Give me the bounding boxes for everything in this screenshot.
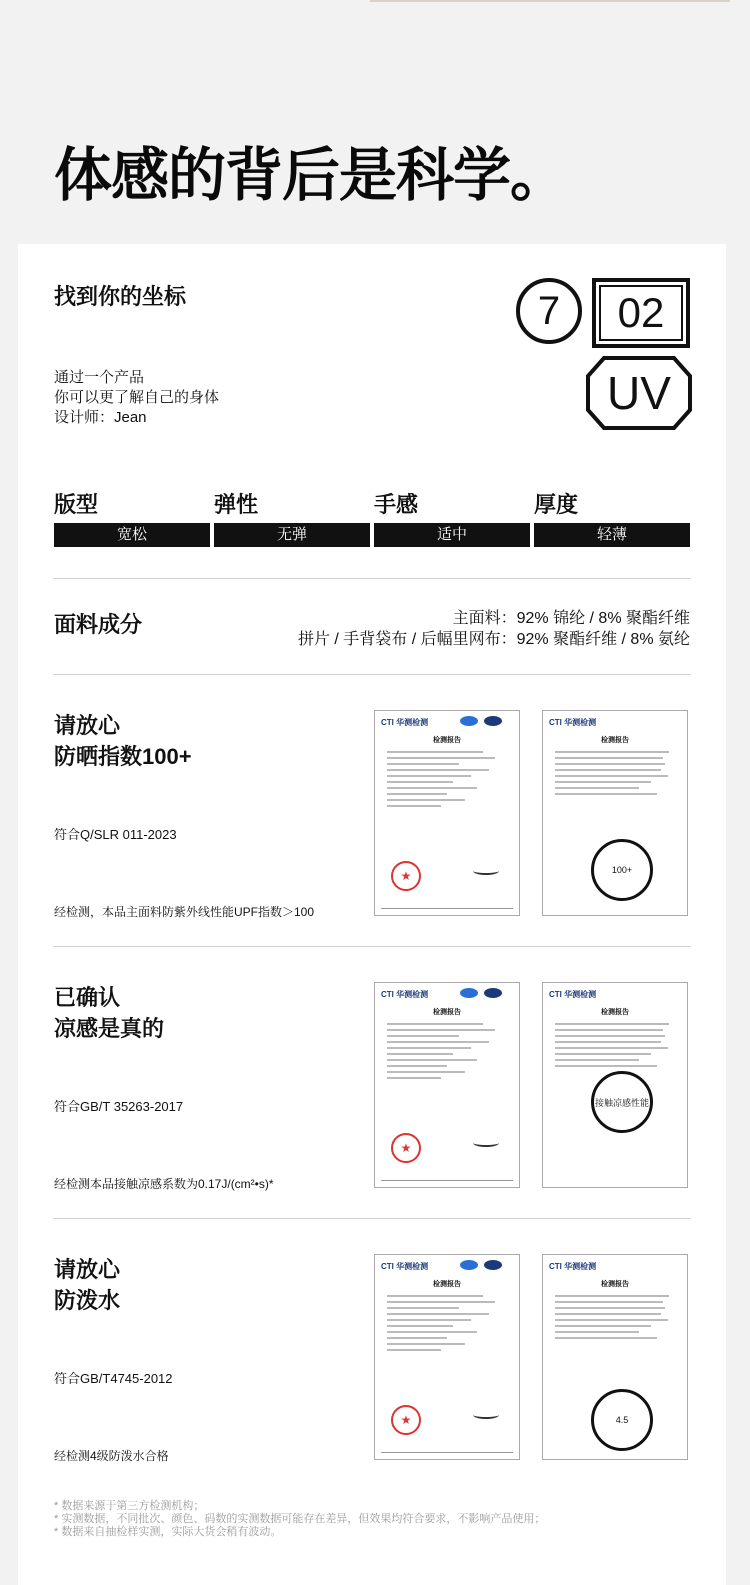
report-page bbox=[542, 1254, 688, 1460]
divider bbox=[54, 578, 690, 579]
stamp-icon bbox=[391, 1405, 421, 1435]
accreditation-icon bbox=[459, 715, 505, 727]
test-section-water bbox=[54, 1254, 690, 1484]
stamp-icon bbox=[391, 861, 421, 891]
report-text bbox=[555, 751, 675, 799]
attribute-label: 版型 bbox=[54, 492, 99, 517]
fabric-line: 主面料：92% 锦纶 / 8% 聚酯纤维 bbox=[452, 610, 690, 627]
badge-circle: 7 bbox=[516, 278, 582, 344]
report-title: 检测报告 bbox=[433, 737, 461, 744]
test-section-uv bbox=[54, 710, 690, 940]
section-standard: 符合Q/SLR 011-2023 bbox=[54, 827, 177, 842]
report-logo: CTI 华测检测 bbox=[381, 990, 429, 999]
report-footer bbox=[381, 1180, 513, 1181]
intro-line: 设计师：Jean bbox=[54, 409, 147, 426]
page-headline: 体感的背后是科学。 bbox=[54, 143, 568, 208]
attribute-thickness bbox=[534, 488, 690, 547]
section-standard: 符合GB/T4745-2012 bbox=[54, 1371, 173, 1386]
footnote-line: * 数据来源于第三方检测机构； bbox=[54, 1500, 205, 1512]
report-page bbox=[542, 982, 688, 1188]
report-text bbox=[555, 1295, 675, 1343]
report-page bbox=[374, 1254, 520, 1460]
report-page bbox=[542, 710, 688, 916]
signature-icon bbox=[473, 867, 499, 875]
section-heading: 请放心 bbox=[54, 713, 121, 738]
section-standard: 符合GB/T 35263-2017 bbox=[54, 1099, 184, 1114]
report-footer bbox=[381, 908, 513, 909]
report-title: 检测报告 bbox=[601, 1009, 629, 1016]
attribute-value: 适中 bbox=[374, 523, 530, 547]
section-heading: 已确认 bbox=[54, 985, 121, 1010]
report-footer bbox=[381, 1452, 513, 1453]
fabric-title: 面料成分 bbox=[54, 612, 143, 637]
section-heading: 防泼水 bbox=[54, 1288, 121, 1313]
divider bbox=[54, 674, 690, 675]
intro-line: 你可以更了解自己的身体 bbox=[54, 389, 220, 406]
attribute-label: 弹性 bbox=[214, 492, 259, 517]
section-result: 经检测4级防泼水合格 bbox=[54, 1449, 169, 1463]
section-result: 经检测本品接触凉感系数为0.17J/(cm²•s)* bbox=[54, 1177, 274, 1191]
section-heading: 防晒指数100+ bbox=[54, 744, 192, 769]
accreditation-icon bbox=[459, 1259, 505, 1271]
section-result: 经检测，本品主面料防紫外线性能UPF指数＞100 bbox=[54, 905, 315, 919]
magnifier-highlight: 4.5 bbox=[591, 1389, 653, 1451]
report-title: 检测报告 bbox=[601, 737, 629, 744]
fabric-composition bbox=[298, 608, 690, 650]
badge-box-value: 02 bbox=[599, 285, 683, 341]
section-heading: 凉感是真的 bbox=[54, 1016, 165, 1041]
section-heading: 请放心 bbox=[54, 1257, 121, 1282]
attribute-label: 手感 bbox=[374, 492, 419, 517]
report-title: 检测报告 bbox=[433, 1281, 461, 1288]
report-logo: CTI 华测检测 bbox=[381, 718, 429, 727]
attribute-label: 厚度 bbox=[534, 492, 579, 517]
divider bbox=[54, 1218, 690, 1219]
attribute-feel bbox=[374, 488, 530, 547]
footnote-line: * 数据来自抽检样实测，实际大货会稍有波动。 bbox=[54, 1526, 282, 1538]
divider bbox=[54, 946, 690, 947]
report-page bbox=[374, 710, 520, 916]
attribute-value: 宽松 bbox=[54, 523, 210, 547]
attribute-value: 无弹 bbox=[214, 523, 370, 547]
uv-badge bbox=[586, 356, 692, 430]
report-title: 检测报告 bbox=[601, 1281, 629, 1288]
stamp-icon bbox=[391, 1133, 421, 1163]
test-section-cooling bbox=[54, 982, 690, 1212]
report-text bbox=[387, 751, 507, 811]
report-text bbox=[555, 1023, 675, 1071]
signature-icon bbox=[473, 1411, 499, 1419]
attribute-elasticity bbox=[214, 488, 370, 547]
signature-icon bbox=[473, 1139, 499, 1147]
report-page bbox=[374, 982, 520, 1188]
report-logo: CTI 华测检测 bbox=[549, 990, 597, 999]
report-logo: CTI 华测检测 bbox=[549, 1262, 597, 1271]
magnifier-highlight: 100+ bbox=[591, 839, 653, 901]
report-logo: CTI 华测检测 bbox=[549, 718, 597, 727]
fabric-line: 拼片 / 手背袋布 / 后幅里网布：92% 聚酯纤维 / 8% 氨纶 bbox=[297, 631, 690, 648]
footnote bbox=[54, 1500, 545, 1539]
badge-box bbox=[592, 278, 690, 348]
attribute-fit bbox=[54, 488, 210, 547]
top-accent-line bbox=[370, 0, 730, 2]
magnifier-highlight: 接触凉感性能 bbox=[591, 1071, 653, 1133]
report-text bbox=[387, 1295, 507, 1355]
accreditation-icon bbox=[459, 987, 505, 999]
attribute-value: 轻薄 bbox=[534, 523, 690, 547]
report-logo: CTI 华测检测 bbox=[381, 1262, 429, 1271]
report-text bbox=[387, 1023, 507, 1083]
card-intro bbox=[54, 368, 219, 428]
intro-line: 通过一个产品 bbox=[54, 369, 145, 386]
footnote-line: * 实测数据，不同批次、颜色、码数的实测数据可能存在差异，但效果均符合要求，不影响产品使用； bbox=[54, 1513, 546, 1525]
card-title: 找到你的坐标 bbox=[54, 284, 187, 309]
spec-card bbox=[18, 244, 726, 1585]
uv-badge-label: UV bbox=[607, 367, 671, 419]
report-title: 检测报告 bbox=[433, 1009, 461, 1016]
